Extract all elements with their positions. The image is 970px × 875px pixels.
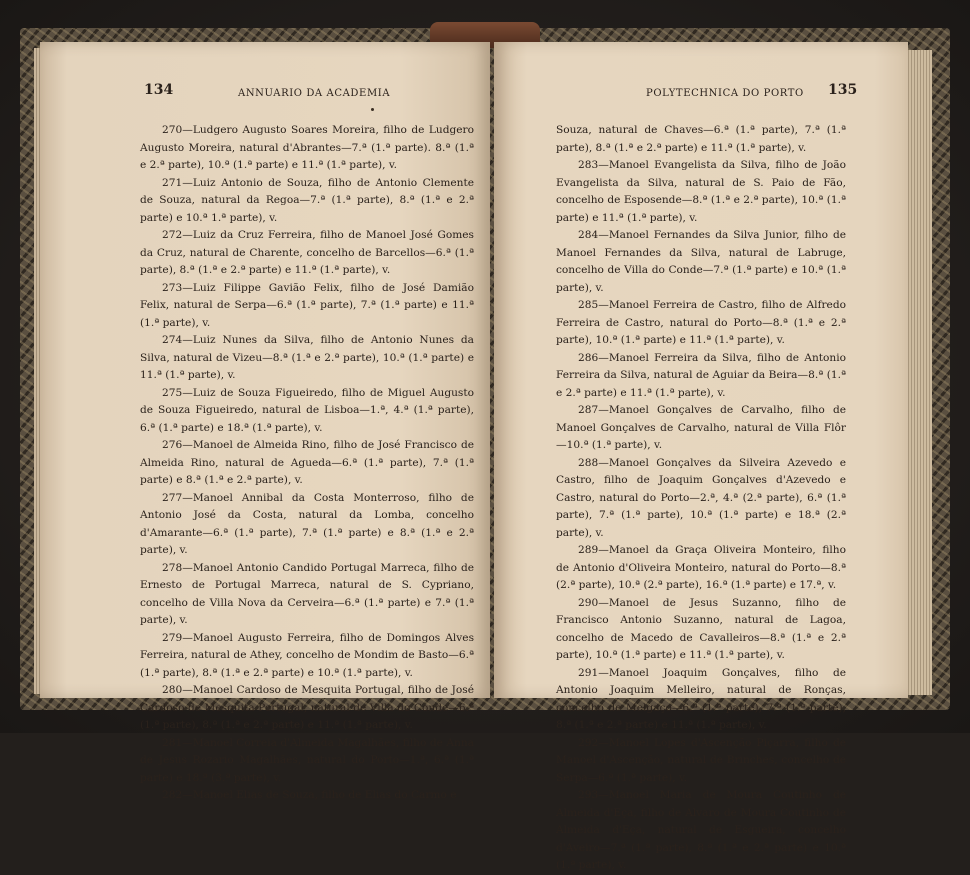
entry-paragraph: 277—Manoel Annibal da Costa Monterroso, filho de Antonio José da Costa, natural da Lomba, concelho d'Amarante—6.ª (1.ª parte), 7.ª (1.ª parte) e 8.ª (1.ª e 2.ª parte), v. bbox=[140, 491, 474, 556]
continuation-paragraph: Souza, natural de Chaves—6.ª (1.ª parte), 7.ª (1.ª parte), 8.ª (1.ª e 2.ª parte) e 11.ª (1.ª parte), v. bbox=[556, 124, 846, 154]
entry-paragraph: 286—Manoel Ferreira da Silva, filho de Antonio Ferreira da Silva, natural de Aguiar da Beira—8.ª (1.ª e 2.ª parte) e 11.ª (1.ª parte), v. bbox=[556, 351, 846, 399]
entry-paragraph: 274—Luiz Nunes da Silva, filho de Antonio Nunes da Silva, natural de Vizeu—8.ª (1.ª e 2.ª parte), 10.ª (1.ª parte) e 11.ª (1.ª parte), v. bbox=[140, 334, 474, 381]
running-head: ANNUARIO DA ACADEMIA bbox=[238, 88, 391, 99]
page-number: 135 bbox=[828, 82, 858, 98]
entry-paragraph: 284—Manoel Fernandes da Silva Junior, filho de Manoel Fernandes da Silva, natural de Labruge, concelho de Villa do Conde—7.ª (1.ª parte) e 10.ª (1.ª parte), v. bbox=[556, 229, 846, 294]
entry-paragraph: 292—Manoel Lopes d'Ascenção Piçarra, filho de Manoel d'Ascenção, natural de Brinches, concelho de Serpa—6.ª (1.ª parte), v. bbox=[556, 736, 846, 784]
entry-paragraph: 291—Manoel Joaquim Gonçalves, filho de Antonio Joaquim Melleiro, natural de Ronças, concelho de Melgaço—6.ª (1.ª parte), 7.ª (1.ª parte), 8.ª (1.ª e 2.ª parte) e 11.ª (1.ª parte), v. bbox=[556, 666, 846, 731]
entry-paragraph: 273—Luiz Filippe Gavião Felix, filho de José Damião Felix, natural de Serpa—6.ª (1.ª parte), 7.ª (1.ª parte) e 11.ª (1.ª parte), v. bbox=[140, 281, 474, 329]
left-page bbox=[40, 42, 490, 801]
entry-paragraph: 270—Ludgero Augusto Soares Moreira, filho de Ludgero Augusto Moreira, natural d'Abrantes—7.ª (1.ª parte). 8.ª (1.ª e 2.ª parte), 10.ª (1.ª parte) e 11.ª (1.ª parte), v. bbox=[140, 124, 474, 171]
right-page-edges bbox=[906, 50, 932, 695]
entry-paragraph: 283—Manoel Evangelista da Silva, filho de João Evangelista da Silva, natural de S. Paio de Fão, concelho de Esposende—8.ª (1.ª e 2.ª parte), 10.ª (1.ª parte) e 11.ª (1.ª parte), v. bbox=[556, 159, 846, 224]
left-page-text bbox=[140, 122, 474, 805]
running-head: POLYTECHNICA DO PORTO bbox=[646, 88, 804, 99]
entry-paragraph: 272—Luiz da Cruz Ferreira, filho de Manoel José Gomes da Cruz, natural de Charente, concelho de Barcellos—6.ª (1.ª parte), 8.ª (1.ª e 2.ª parte) e 11.ª (1.ª parte), v. bbox=[140, 229, 474, 276]
entry-paragraph: 293—Manoel Maria de Moura Coutinho de Almeida d'Eça, filho de Alvaro de Moura Coutinho de Almeida d'Eça, natural de Esgueira, concelho d'Aveiro—7.ª (1.ª parte), 8.ª (1.ª e 2.ª parte) e 10.ª (1.ª parte), v. bbox=[556, 789, 846, 871]
entry-paragraph: 288—Manoel Gonçalves da Silveira Azevedo e Castro, filho de Joaquim Gonçalves d'Azevedo e Castro, natural do Porto—2.ª, 4.ª (2.ª parte), 6.ª (1.ª parte), 7.ª (1.ª parte), 10.ª (1.ª parte) e 18.ª (2.ª parte), v. bbox=[556, 456, 846, 539]
entry-paragraph: 281—Manoel Correia d'Almeida Magalhães, filho de Anna de Jesus Rozario Magalhães, natural do Porto—1.ª, 6.ª (1.ª parte) e 18.ª (3.ª parte), v. bbox=[140, 736, 474, 784]
page-number: 134 bbox=[144, 82, 174, 98]
entry-paragraph: 276—Manoel de Almeida Rino, filho de José Francisco de Almeida Rino, natural de Agueda—6.ª (1.ª parte), 7.ª (1.ª parte) e 8.ª (1.ª e 2.ª parte), v. bbox=[140, 439, 474, 486]
entry-paragraph: 282—Manoel Elias de Souza, filho de Elias do Carmo e bbox=[162, 789, 457, 801]
entry-paragraph: 271—Luiz Antonio de Souza, filho de Antonio Clemente de Souza, natural da Regoa—7.ª (1.ª parte), 8.ª (1.ª e 2.ª parte) e 10.ª 1.ª parte), v. bbox=[140, 176, 474, 224]
entry-paragraph: 275—Luiz de Souza Figueiredo, filho de Miguel Augusto de Souza Figueiredo, natural de Lisboa—1.ª, 4.ª (1.ª parte), 6.ª (1.ª parte) e 18.ª (1.ª parte), v. bbox=[140, 386, 474, 434]
entry-paragraph: 290—Manoel de Jesus Suzanno, filho de Francisco Antonio Suzanno, natural de Lagoa, concelho de Macedo de Cavalleiros—8.ª (1.ª e 2.ª parte), 10.ª (1.ª parte) e 11.ª (1.ª parte), v. bbox=[556, 596, 846, 661]
entry-paragraph: 289—Manoel da Graça Oliveira Monteiro, filho de Antonio d'Oliveira Monteiro, natural do Porto—8.ª (2.ª parte), 10.ª (2.ª parte), 16.ª (1.ª parte) e 17.ª, v. bbox=[556, 544, 846, 591]
entry-paragraph: 287—Manoel Gonçalves de Carvalho, filho de Manoel Gonçalves de Carvalho, natural de Villa Flôr—10.ª (1.ª parte), v. bbox=[556, 404, 846, 451]
entry-paragraph: 280—Manoel Cardoso de Mesquita Portugal, filho de José Cardoso de Mesquita Portugal, natural de Villa do Conde—6.ª (1.ª parte), 8.ª (1.ª e 2.ª parte) e 11.ª (1.ª parte), v. bbox=[140, 684, 474, 731]
right-page-text bbox=[556, 122, 846, 875]
right-page bbox=[494, 42, 908, 871]
entry-paragraph: 279—Manoel Augusto Ferreira, filho de Domingos Alves Ferreira, natural de Athey, concelho de Mondim de Basto—6.ª (1.ª parte), 8.ª (1.ª e 2.ª parte) e 10.ª (1.ª parte), v. bbox=[140, 631, 474, 679]
entry-paragraph: 285—Manoel Ferreira de Castro, filho de Alfredo Ferreira de Castro, natural do Porto—8.ª (1.ª e 2.ª parte), 10.ª (1.ª parte) e 11.ª (1.ª parte), v. bbox=[556, 299, 846, 346]
print-mark bbox=[371, 108, 374, 111]
entry-paragraph: 278—Manoel Antonio Candido Portugal Marreca, filho de Ernesto de Portugal Marreca, natural de S. Cypriano, concelho de Villa Nova da Cerveira—6.ª (1.ª parte) e 7.ª (1.ª parte), v. bbox=[140, 561, 474, 626]
